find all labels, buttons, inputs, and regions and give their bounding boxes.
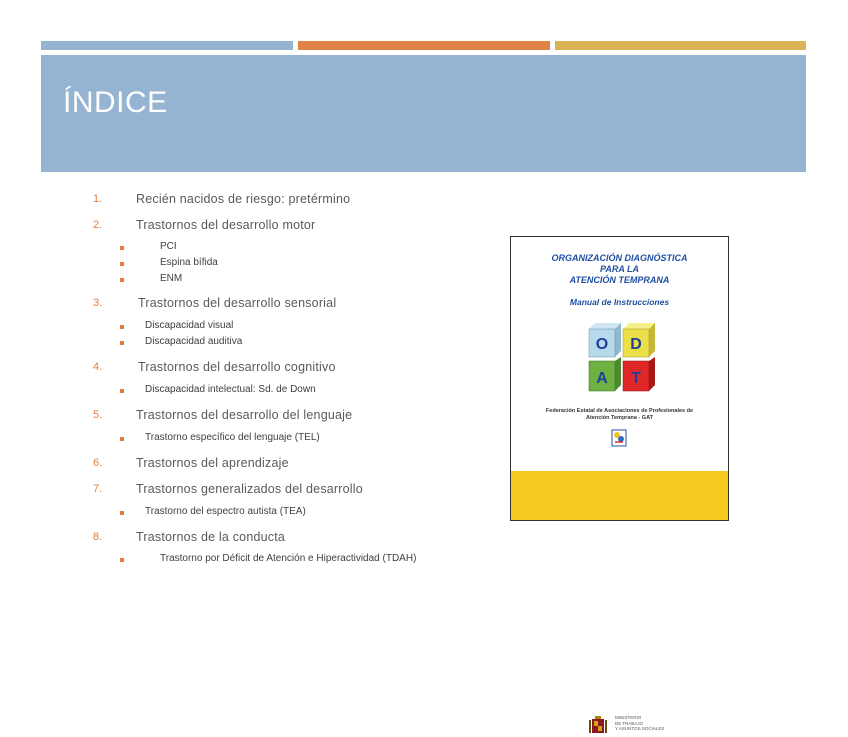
list-item: Trastornos del desarrollo del lenguaje	[136, 408, 353, 422]
bullet-icon	[120, 558, 124, 562]
list-number: 1.	[93, 193, 103, 205]
list-item: Trastornos del desarrollo motor	[136, 218, 316, 232]
cover-subtitle: Manual de Instrucciones	[569, 297, 670, 307]
sub-item: Trastorno del espectro autista (TEA)	[145, 506, 306, 517]
bullet-icon	[120, 262, 124, 266]
list-item: Trastornos de la conducta	[136, 530, 286, 544]
federation-line: Atención Temprana - GAT	[585, 415, 654, 421]
cube-letter: T	[631, 370, 641, 387]
sub-item: ENM	[160, 273, 183, 284]
gat-logo-icon	[611, 429, 627, 447]
sub-item: Discapacidad auditiva	[145, 336, 243, 347]
cube-letter: D	[630, 336, 642, 353]
ministry-line: Y ASUNTOS SOCIALES	[615, 726, 665, 731]
list-item: Trastornos generalizados del desarrollo	[136, 482, 363, 496]
list-item: Recién nacidos de riesgo: pretérmino	[136, 192, 351, 206]
list-number: 4.	[93, 361, 103, 373]
cube-letter: O	[595, 336, 609, 353]
sub-item: Espina bífida	[160, 257, 218, 268]
cover-title-line: ORGANIZACIÓN DIAGNÓSTICA	[551, 253, 688, 263]
bullet-icon	[120, 341, 124, 345]
list-number: 6.	[93, 457, 103, 469]
federation-line: Federación Estatal de Asociaciones de Profesionales de	[545, 408, 694, 414]
odat-cubes-logo	[583, 321, 661, 393]
bullet-icon	[120, 437, 124, 441]
sub-item: Discapacidad intelectual: Sd. de Down	[145, 384, 316, 395]
bullet-icon	[120, 246, 124, 250]
list-number: 7.	[93, 483, 103, 495]
bullet-icon	[120, 389, 124, 393]
bullet-icon	[120, 511, 124, 515]
list-number: 3.	[93, 297, 103, 309]
list-item: Trastornos del desarrollo sensorial	[138, 296, 337, 310]
bullet-icon	[120, 278, 124, 282]
spain-crest-icon	[589, 715, 607, 737]
list-number: 2.	[93, 219, 103, 231]
sub-item: Trastorno por Déficit de Atención e Hiperactividad (TDAH)	[160, 553, 417, 564]
sub-item: PCI	[160, 241, 177, 252]
cover-federation-text	[531, 408, 708, 422]
cover-title-line: PARA LA	[600, 264, 639, 274]
cover-footer-band	[511, 471, 728, 731]
list-number: 8.	[93, 531, 103, 543]
ministry-text	[615, 715, 664, 732]
list-item: Trastornos del aprendizaje	[136, 456, 289, 470]
bullet-icon	[120, 325, 124, 329]
cover-title-line: ATENCIÓN TEMPRANA	[569, 275, 670, 285]
list-item: Trastornos del desarrollo cognitivo	[138, 360, 336, 374]
list-number: 5.	[93, 409, 103, 421]
slide-title: ÍNDICE	[63, 86, 168, 119]
sub-item: Trastorno específico del lenguaje (TEL)	[145, 432, 320, 443]
sub-item: Discapacidad visual	[145, 320, 234, 331]
ministry-line: DE TRABAJO	[615, 720, 644, 726]
ministry-line: MINISTERIO	[615, 715, 642, 720]
manual-cover-image	[510, 236, 729, 731]
cube-letter: A	[596, 370, 608, 387]
